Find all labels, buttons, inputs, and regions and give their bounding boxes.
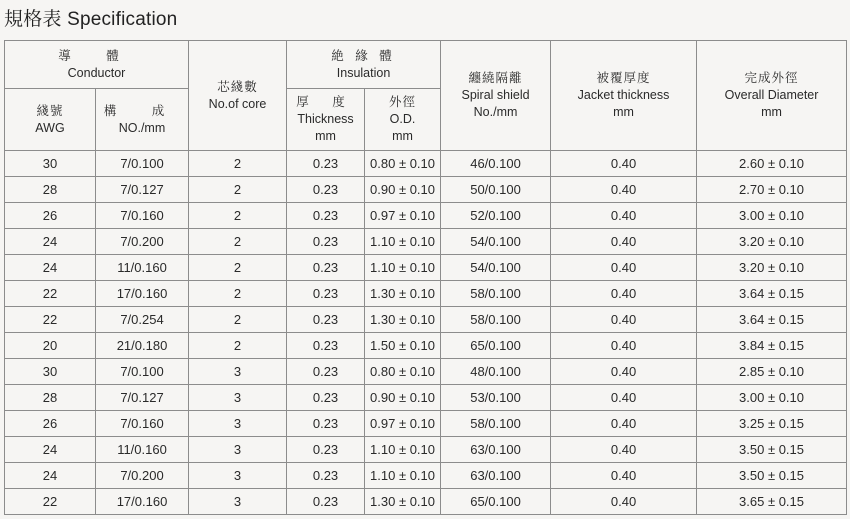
cell-construction: 7/0.127 (96, 177, 189, 203)
cell-cores: 2 (189, 281, 287, 307)
header-od-cn: 外徑 (389, 95, 417, 109)
cell-spiral-shield: 65/0.100 (441, 333, 551, 359)
header-cores-cn: 芯綫數 (217, 79, 258, 94)
cell-cores: 2 (189, 151, 287, 177)
header-spiral-shield (441, 41, 551, 151)
cell-spiral-shield: 52/0.100 (441, 203, 551, 229)
cell-spiral-shield: 58/0.100 (441, 281, 551, 307)
cell-construction: 7/0.100 (96, 359, 189, 385)
header-jacket-en: Jacket thickness (577, 88, 670, 102)
table-row (5, 489, 847, 515)
cell-thickness: 0.23 (287, 411, 365, 437)
header-od (365, 89, 441, 151)
header-thickness-cn: 厚 度 (296, 95, 355, 109)
header-overall-en: Overall Diameter (724, 88, 819, 102)
cell-spiral-shield: 46/0.100 (441, 151, 551, 177)
cell-overall-diameter: 3.00 ± 0.10 (697, 385, 847, 411)
cell-spiral-shield: 54/0.100 (441, 229, 551, 255)
header-insulation-en: Insulation (336, 65, 391, 80)
specification-table (4, 40, 847, 515)
cell-awg: 24 (5, 463, 96, 489)
cell-cores: 3 (189, 437, 287, 463)
page-title: 規格表 Specification (4, 9, 178, 30)
cell-cores: 2 (189, 203, 287, 229)
cell-cores: 3 (189, 463, 287, 489)
header-jacket-thickness (551, 41, 697, 151)
header-jacket-unit: mm (613, 105, 634, 119)
cell-overall-diameter: 3.50 ± 0.15 (697, 463, 847, 489)
cell-awg: 28 (5, 177, 96, 203)
cell-construction: 11/0.160 (96, 437, 189, 463)
header-od-en: O.D. (389, 112, 416, 126)
cell-spiral-shield: 54/0.100 (441, 255, 551, 281)
table-row (5, 255, 847, 281)
header-thickness-en: Thickness (297, 112, 354, 126)
cell-overall-diameter: 3.00 ± 0.10 (697, 203, 847, 229)
cell-spiral-shield: 58/0.100 (441, 411, 551, 437)
cell-cores: 3 (189, 385, 287, 411)
header-construction-en: NO./mm (118, 120, 166, 135)
cell-thickness: 0.23 (287, 307, 365, 333)
cell-cores: 2 (189, 177, 287, 203)
table-row (5, 307, 847, 333)
cell-construction: 17/0.160 (96, 489, 189, 515)
header-awg-cn: 綫號 (36, 103, 64, 118)
cell-awg: 30 (5, 151, 96, 177)
header-od-unit: mm (392, 129, 413, 143)
cell-construction: 7/0.200 (96, 229, 189, 255)
cell-thickness: 0.23 (287, 203, 365, 229)
header-spiral-unit: No./mm (473, 105, 518, 119)
cell-construction: 7/0.160 (96, 411, 189, 437)
cell-spiral-shield: 63/0.100 (441, 463, 551, 489)
cell-awg: 24 (5, 229, 96, 255)
cell-od: 1.10 ± 0.10 (365, 437, 441, 463)
cell-overall-diameter: 3.50 ± 0.15 (697, 437, 847, 463)
cell-cores: 2 (189, 255, 287, 281)
cell-od: 0.97 ± 0.10 (365, 411, 441, 437)
cell-od: 1.10 ± 0.10 (365, 463, 441, 489)
cell-spiral-shield: 53/0.100 (441, 385, 551, 411)
header-awg-en: AWG (35, 120, 65, 135)
header-conductor (5, 41, 189, 89)
cell-cores: 3 (189, 359, 287, 385)
table-row (5, 437, 847, 463)
cell-awg: 26 (5, 203, 96, 229)
header-spiral-en: Spiral shield (461, 88, 530, 102)
cell-thickness: 0.23 (287, 255, 365, 281)
cell-od: 1.30 ± 0.10 (365, 489, 441, 515)
cell-overall-diameter: 3.64 ± 0.15 (697, 307, 847, 333)
table-row (5, 203, 847, 229)
header-construction-cn: 構 成 (103, 103, 181, 118)
cell-overall-diameter: 3.84 ± 0.15 (697, 333, 847, 359)
table-row (5, 333, 847, 359)
cell-jacket-thickness: 0.40 (551, 489, 697, 515)
cell-jacket-thickness: 0.40 (551, 411, 697, 437)
cell-cores: 3 (189, 411, 287, 437)
header-insulation (287, 41, 441, 89)
cell-awg: 22 (5, 307, 96, 333)
header-overall-unit: mm (761, 105, 782, 119)
cell-thickness: 0.23 (287, 229, 365, 255)
cell-jacket-thickness: 0.40 (551, 385, 697, 411)
cell-awg: 28 (5, 385, 96, 411)
cell-spiral-shield: 63/0.100 (441, 437, 551, 463)
cell-jacket-thickness: 0.40 (551, 255, 697, 281)
cell-od: 1.10 ± 0.10 (365, 255, 441, 281)
cell-jacket-thickness: 0.40 (551, 151, 697, 177)
cell-thickness: 0.23 (287, 463, 365, 489)
cell-cores: 3 (189, 489, 287, 515)
header-cores-en: No.of core (208, 96, 267, 111)
header-cores (189, 41, 287, 151)
cell-awg: 22 (5, 281, 96, 307)
cell-awg: 24 (5, 437, 96, 463)
cell-jacket-thickness: 0.40 (551, 437, 697, 463)
cell-od: 0.90 ± 0.10 (365, 177, 441, 203)
cell-spiral-shield: 65/0.100 (441, 489, 551, 515)
cell-thickness: 0.23 (287, 385, 365, 411)
cell-construction: 17/0.160 (96, 281, 189, 307)
header-insulation-cn: 絶 緣 體 (331, 48, 396, 63)
cell-jacket-thickness: 0.40 (551, 359, 697, 385)
cell-spiral-shield: 50/0.100 (441, 177, 551, 203)
cell-spiral-shield: 58/0.100 (441, 307, 551, 333)
header-conductor-en: Conductor (67, 65, 126, 80)
header-conductor-cn: 導 體 (58, 48, 135, 63)
cell-construction: 7/0.100 (96, 151, 189, 177)
cell-construction: 7/0.160 (96, 203, 189, 229)
cell-overall-diameter: 3.25 ± 0.15 (697, 411, 847, 437)
cell-cores: 2 (189, 307, 287, 333)
header-construction (96, 89, 189, 151)
cell-thickness: 0.23 (287, 489, 365, 515)
table-row (5, 463, 847, 489)
cell-overall-diameter: 2.60 ± 0.10 (697, 151, 847, 177)
cell-awg: 22 (5, 489, 96, 515)
table-row (5, 411, 847, 437)
cell-awg: 20 (5, 333, 96, 359)
cell-overall-diameter: 3.20 ± 0.10 (697, 255, 847, 281)
cell-awg: 24 (5, 255, 96, 281)
cell-thickness: 0.23 (287, 437, 365, 463)
cell-awg: 26 (5, 411, 96, 437)
cell-jacket-thickness: 0.40 (551, 229, 697, 255)
header-thickness (287, 89, 365, 151)
cell-thickness: 0.23 (287, 359, 365, 385)
cell-spiral-shield: 48/0.100 (441, 359, 551, 385)
cell-construction: 11/0.160 (96, 255, 189, 281)
cell-jacket-thickness: 0.40 (551, 333, 697, 359)
table-row (5, 385, 847, 411)
table-row (5, 177, 847, 203)
cell-od: 0.80 ± 0.10 (365, 359, 441, 385)
header-spiral-cn: 纏繞隔離 (468, 71, 523, 85)
table-row (5, 151, 847, 177)
cell-construction: 7/0.200 (96, 463, 189, 489)
cell-construction: 21/0.180 (96, 333, 189, 359)
cell-od: 1.50 ± 0.10 (365, 333, 441, 359)
cell-overall-diameter: 3.20 ± 0.10 (697, 229, 847, 255)
cell-od: 0.90 ± 0.10 (365, 385, 441, 411)
cell-jacket-thickness: 0.40 (551, 203, 697, 229)
header-overall-cn: 完成外徑 (744, 71, 799, 85)
cell-awg: 30 (5, 359, 96, 385)
table-row (5, 359, 847, 385)
cell-cores: 2 (189, 229, 287, 255)
header-thickness-unit: mm (315, 129, 336, 143)
cell-od: 1.10 ± 0.10 (365, 229, 441, 255)
cell-od: 1.30 ± 0.10 (365, 281, 441, 307)
cell-overall-diameter: 2.70 ± 0.10 (697, 177, 847, 203)
cell-construction: 7/0.127 (96, 385, 189, 411)
cell-thickness: 0.23 (287, 177, 365, 203)
table-row (5, 281, 847, 307)
cell-thickness: 0.23 (287, 333, 365, 359)
cell-overall-diameter: 3.65 ± 0.15 (697, 489, 847, 515)
header-overall-diameter (697, 41, 847, 151)
cell-jacket-thickness: 0.40 (551, 463, 697, 489)
table-body (5, 151, 847, 515)
cell-thickness: 0.23 (287, 151, 365, 177)
cell-jacket-thickness: 0.40 (551, 177, 697, 203)
cell-thickness: 0.23 (287, 281, 365, 307)
cell-construction: 7/0.254 (96, 307, 189, 333)
cell-overall-diameter: 2.85 ± 0.10 (697, 359, 847, 385)
cell-cores: 2 (189, 333, 287, 359)
header-awg (5, 89, 96, 151)
table-header (5, 41, 847, 151)
cell-od: 0.97 ± 0.10 (365, 203, 441, 229)
header-jacket-cn: 被覆厚度 (596, 71, 651, 85)
cell-jacket-thickness: 0.40 (551, 281, 697, 307)
cell-od: 0.80 ± 0.10 (365, 151, 441, 177)
cell-jacket-thickness: 0.40 (551, 307, 697, 333)
table-row (5, 229, 847, 255)
cell-overall-diameter: 3.64 ± 0.15 (697, 281, 847, 307)
cell-od: 1.30 ± 0.10 (365, 307, 441, 333)
